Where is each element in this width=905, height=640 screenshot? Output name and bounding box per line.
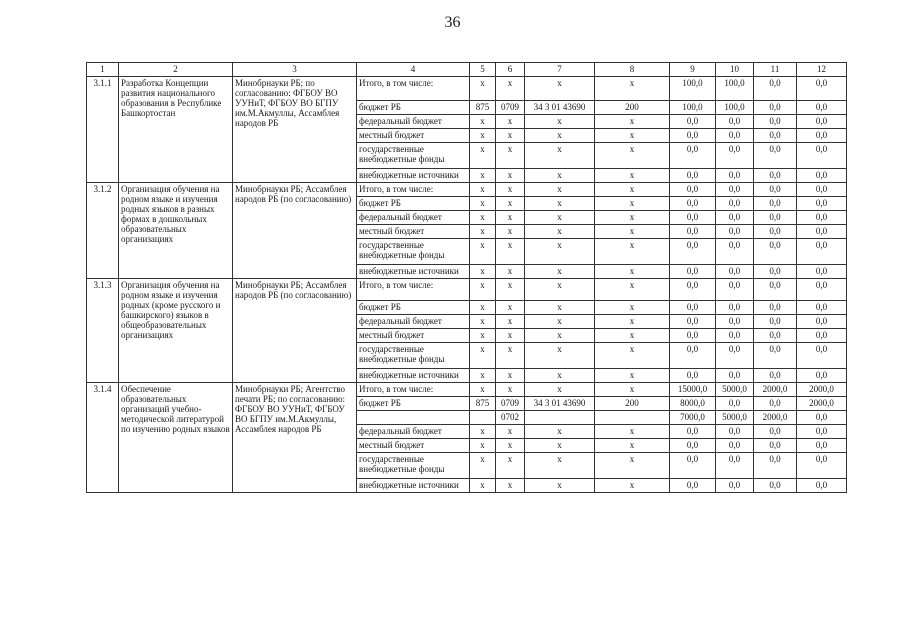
value-cell: x bbox=[470, 329, 496, 343]
value-cell: x bbox=[595, 279, 670, 301]
value-cell: x bbox=[470, 453, 496, 479]
value-cell: 0,0 bbox=[670, 225, 716, 239]
value-cell: 2000,0 bbox=[754, 383, 797, 397]
header-cell: 12 bbox=[797, 63, 847, 77]
value-cell: 34 3 01 43690 bbox=[525, 101, 595, 115]
section-id-cell: 3.1.1 bbox=[87, 77, 119, 183]
value-cell: x bbox=[595, 369, 670, 383]
value-cell: x bbox=[470, 115, 496, 129]
value-cell: x bbox=[496, 439, 525, 453]
value-cell: 0,0 bbox=[716, 315, 754, 329]
value-cell: x bbox=[525, 197, 595, 211]
value-cell: 0,0 bbox=[670, 169, 716, 183]
value-cell: x bbox=[595, 77, 670, 101]
value-cell: 0,0 bbox=[754, 439, 797, 453]
funding-source-cell: Итого, в том числе: bbox=[357, 383, 470, 397]
value-cell: 0,0 bbox=[797, 265, 847, 279]
page-number: 36 bbox=[444, 14, 461, 31]
value-cell: x bbox=[595, 315, 670, 329]
value-cell: x bbox=[525, 479, 595, 493]
funding-source-cell: местный бюджет bbox=[357, 439, 470, 453]
value-cell: 200 bbox=[595, 101, 670, 115]
value-cell: x bbox=[595, 425, 670, 439]
value-cell: x bbox=[595, 169, 670, 183]
funding-source-cell: Итого, в том числе: bbox=[357, 279, 470, 301]
funding-source-cell: внебюджетные источники bbox=[357, 169, 470, 183]
value-cell: x bbox=[470, 301, 496, 315]
section-executor-cell: Минобрнауки РБ; по согласованию: ФГБОУ ВО УУНиТ, ФГБОУ ВО БГПУ им.М.Акмуллы, Ассамблея народов РБ bbox=[233, 77, 357, 183]
funding-source-cell: местный бюджет bbox=[357, 329, 470, 343]
funding-source-cell: государственные внебюджетные фонды bbox=[357, 239, 470, 265]
value-cell: x bbox=[470, 343, 496, 369]
value-cell: 7000,0 bbox=[670, 411, 716, 425]
value-cell: x bbox=[595, 329, 670, 343]
value-cell: x bbox=[496, 115, 525, 129]
value-cell: x bbox=[595, 343, 670, 369]
value-cell: x bbox=[496, 197, 525, 211]
value-cell: x bbox=[470, 439, 496, 453]
funding-source-cell: бюджет РБ bbox=[357, 301, 470, 315]
funding-source-cell: федеральный бюджет bbox=[357, 115, 470, 129]
value-cell: 0,0 bbox=[754, 479, 797, 493]
value-cell: 875 bbox=[470, 397, 496, 411]
value-cell: x bbox=[525, 279, 595, 301]
value-cell: 0,0 bbox=[670, 197, 716, 211]
section-executor-cell: Минобрнауки РБ; Ассамблея народов РБ (по согласованию) bbox=[233, 183, 357, 279]
value-cell: x bbox=[595, 383, 670, 397]
value-cell: 0,0 bbox=[754, 343, 797, 369]
value-cell: x bbox=[470, 77, 496, 101]
value-cell: 0,0 bbox=[670, 439, 716, 453]
section-id-cell: 3.1.2 bbox=[87, 183, 119, 279]
value-cell: x bbox=[470, 225, 496, 239]
value-cell: 0,0 bbox=[797, 115, 847, 129]
value-cell bbox=[525, 411, 595, 425]
value-cell: 0,0 bbox=[754, 397, 797, 411]
value-cell: 0,0 bbox=[797, 129, 847, 143]
value-cell: 0,0 bbox=[754, 101, 797, 115]
value-cell: 0,0 bbox=[797, 225, 847, 239]
value-cell: x bbox=[470, 197, 496, 211]
value-cell: 875 bbox=[470, 101, 496, 115]
value-cell: 0,0 bbox=[797, 369, 847, 383]
value-cell: 0,0 bbox=[716, 239, 754, 265]
value-cell: 0,0 bbox=[754, 169, 797, 183]
header-cell: 3 bbox=[233, 63, 357, 77]
table-row bbox=[87, 279, 847, 301]
value-cell: 2000,0 bbox=[797, 383, 847, 397]
value-cell: 0,0 bbox=[754, 425, 797, 439]
value-cell: 0,0 bbox=[670, 279, 716, 301]
value-cell: x bbox=[525, 211, 595, 225]
funding-source-cell: государственные внебюджетные фонды bbox=[357, 143, 470, 169]
value-cell: x bbox=[595, 197, 670, 211]
value-cell: x bbox=[470, 383, 496, 397]
value-cell: 0,0 bbox=[797, 143, 847, 169]
value-cell: x bbox=[525, 77, 595, 101]
section-id-cell: 3.1.4 bbox=[87, 383, 119, 493]
value-cell: 0,0 bbox=[670, 143, 716, 169]
value-cell: 0,0 bbox=[670, 479, 716, 493]
value-cell: 0,0 bbox=[754, 143, 797, 169]
value-cell: 0,0 bbox=[716, 225, 754, 239]
value-cell: 0,0 bbox=[716, 439, 754, 453]
funding-source-cell: местный бюджет bbox=[357, 225, 470, 239]
value-cell: 0,0 bbox=[754, 265, 797, 279]
value-cell: 0,0 bbox=[797, 425, 847, 439]
header-cell: 8 bbox=[595, 63, 670, 77]
value-cell: x bbox=[525, 169, 595, 183]
value-cell: x bbox=[496, 169, 525, 183]
value-cell: 0,0 bbox=[716, 329, 754, 343]
value-cell: 0,0 bbox=[797, 77, 847, 101]
value-cell: x bbox=[470, 211, 496, 225]
value-cell: x bbox=[496, 143, 525, 169]
value-cell: x bbox=[525, 369, 595, 383]
value-cell: 0,0 bbox=[670, 315, 716, 329]
value-cell: 100,0 bbox=[670, 101, 716, 115]
value-cell: 0,0 bbox=[716, 425, 754, 439]
value-cell: x bbox=[470, 265, 496, 279]
funding-source-cell: местный бюджет bbox=[357, 129, 470, 143]
value-cell: 100,0 bbox=[716, 77, 754, 101]
value-cell: 0,0 bbox=[670, 453, 716, 479]
value-cell: 2000,0 bbox=[754, 411, 797, 425]
value-cell: 0,0 bbox=[716, 183, 754, 197]
funding-source-cell: бюджет РБ bbox=[357, 197, 470, 211]
value-cell: x bbox=[595, 225, 670, 239]
value-cell: 0,0 bbox=[716, 265, 754, 279]
value-cell: 0,0 bbox=[754, 129, 797, 143]
value-cell: 0,0 bbox=[716, 115, 754, 129]
value-cell: 0,0 bbox=[754, 453, 797, 479]
value-cell: x bbox=[525, 183, 595, 197]
value-cell: 0,0 bbox=[754, 279, 797, 301]
value-cell: 0,0 bbox=[670, 183, 716, 197]
value-cell: x bbox=[595, 301, 670, 315]
value-cell: x bbox=[496, 211, 525, 225]
value-cell: 0,0 bbox=[754, 369, 797, 383]
value-cell: 0,0 bbox=[797, 479, 847, 493]
value-cell: 0,0 bbox=[670, 369, 716, 383]
value-cell: 0,0 bbox=[754, 315, 797, 329]
table-row bbox=[87, 77, 847, 101]
value-cell: x bbox=[496, 77, 525, 101]
funding-source-cell: бюджет РБ bbox=[357, 397, 470, 411]
value-cell: x bbox=[525, 301, 595, 315]
value-cell: 200 bbox=[595, 397, 670, 411]
value-cell: 0,0 bbox=[670, 211, 716, 225]
value-cell: x bbox=[470, 183, 496, 197]
value-cell: 100,0 bbox=[670, 77, 716, 101]
value-cell: x bbox=[470, 425, 496, 439]
value-cell: x bbox=[595, 239, 670, 265]
value-cell: 8000,0 bbox=[670, 397, 716, 411]
value-cell: x bbox=[496, 279, 525, 301]
value-cell: 0,0 bbox=[754, 329, 797, 343]
value-cell: x bbox=[525, 129, 595, 143]
value-cell: 5000,0 bbox=[716, 411, 754, 425]
value-cell: x bbox=[595, 183, 670, 197]
value-cell: 0,0 bbox=[716, 211, 754, 225]
value-cell: 0,0 bbox=[716, 479, 754, 493]
value-cell: x bbox=[496, 301, 525, 315]
value-cell: x bbox=[525, 343, 595, 369]
value-cell: 5000,0 bbox=[716, 383, 754, 397]
section-name-cell: Разработка Концепции развития национального образования в Республике Башкортостан bbox=[119, 77, 233, 183]
budget-table bbox=[86, 62, 847, 493]
funding-source-cell: государственные внебюджетные фонды bbox=[357, 453, 470, 479]
value-cell: 0,0 bbox=[716, 197, 754, 211]
header-cell: 2 bbox=[119, 63, 233, 77]
value-cell: x bbox=[525, 265, 595, 279]
funding-source-cell: федеральный бюджет bbox=[357, 315, 470, 329]
value-cell: x bbox=[470, 239, 496, 265]
value-cell: 0702 bbox=[496, 411, 525, 425]
value-cell: x bbox=[470, 143, 496, 169]
value-cell: x bbox=[496, 315, 525, 329]
value-cell: 2000,0 bbox=[797, 397, 847, 411]
header-cell: 9 bbox=[670, 63, 716, 77]
header-cell: 10 bbox=[716, 63, 754, 77]
value-cell: 0,0 bbox=[716, 129, 754, 143]
value-cell: x bbox=[470, 479, 496, 493]
value-cell: 0,0 bbox=[797, 279, 847, 301]
funding-source-cell: бюджет РБ bbox=[357, 101, 470, 115]
value-cell: 0,0 bbox=[670, 425, 716, 439]
value-cell: 0,0 bbox=[754, 301, 797, 315]
table-row bbox=[87, 383, 847, 397]
value-cell: x bbox=[595, 211, 670, 225]
header-row bbox=[87, 63, 847, 77]
value-cell: x bbox=[525, 315, 595, 329]
value-cell: 0,0 bbox=[716, 279, 754, 301]
value-cell: x bbox=[496, 129, 525, 143]
value-cell: x bbox=[595, 439, 670, 453]
value-cell: 0,0 bbox=[670, 129, 716, 143]
value-cell: 0,0 bbox=[797, 411, 847, 425]
funding-source-cell: федеральный бюджет bbox=[357, 211, 470, 225]
value-cell: 0,0 bbox=[754, 211, 797, 225]
value-cell bbox=[595, 411, 670, 425]
value-cell: 0,0 bbox=[754, 225, 797, 239]
value-cell: x bbox=[525, 453, 595, 479]
section-executor-cell: Минобрнауки РБ; Агентство печати РБ; по согласованию: ФГБОУ ВО УУНиТ, ФГБОУ ВО БГПУ им.М.Акмуллы, Ассамблея народов РБ bbox=[233, 383, 357, 493]
value-cell: x bbox=[525, 439, 595, 453]
value-cell: x bbox=[496, 425, 525, 439]
value-cell: 0,0 bbox=[797, 197, 847, 211]
header-cell: 11 bbox=[754, 63, 797, 77]
value-cell: 0,0 bbox=[754, 115, 797, 129]
funding-source-cell: Итого, в том числе: bbox=[357, 77, 470, 101]
value-cell: x bbox=[470, 369, 496, 383]
section-name-cell: Организация обучения на родном языке и изучения родных языков в разных формах в дошкольных образовательных организациях bbox=[119, 183, 233, 279]
value-cell: 0,0 bbox=[716, 169, 754, 183]
value-cell: x bbox=[496, 183, 525, 197]
funding-source-cell: внебюджетные источники bbox=[357, 369, 470, 383]
funding-source-cell: федеральный бюджет bbox=[357, 425, 470, 439]
value-cell: x bbox=[496, 239, 525, 265]
value-cell: 0,0 bbox=[797, 169, 847, 183]
value-cell: x bbox=[595, 265, 670, 279]
funding-source-cell: государственные внебюджетные фонды bbox=[357, 343, 470, 369]
value-cell: x bbox=[525, 329, 595, 343]
value-cell: x bbox=[525, 425, 595, 439]
value-cell: x bbox=[595, 143, 670, 169]
value-cell: 0709 bbox=[496, 101, 525, 115]
table-body bbox=[87, 63, 847, 493]
header-cell: 5 bbox=[470, 63, 496, 77]
value-cell: 0,0 bbox=[670, 265, 716, 279]
value-cell: 0,0 bbox=[797, 453, 847, 479]
value-cell: 0,0 bbox=[797, 329, 847, 343]
funding-source-cell bbox=[357, 411, 470, 425]
value-cell: x bbox=[595, 115, 670, 129]
table-row bbox=[87, 183, 847, 197]
value-cell: 0,0 bbox=[797, 239, 847, 265]
value-cell: x bbox=[496, 225, 525, 239]
value-cell: x bbox=[525, 143, 595, 169]
value-cell bbox=[470, 411, 496, 425]
section-id-cell: 3.1.3 bbox=[87, 279, 119, 383]
value-cell: 0,0 bbox=[754, 183, 797, 197]
value-cell: 0,0 bbox=[754, 239, 797, 265]
value-cell: x bbox=[496, 479, 525, 493]
value-cell: x bbox=[595, 453, 670, 479]
value-cell: 15000,0 bbox=[670, 383, 716, 397]
value-cell: x bbox=[595, 129, 670, 143]
value-cell: 34 3 01 43690 bbox=[525, 397, 595, 411]
value-cell: 0,0 bbox=[670, 301, 716, 315]
value-cell: x bbox=[496, 329, 525, 343]
funding-source-cell: внебюджетные источники bbox=[357, 479, 470, 493]
value-cell: x bbox=[470, 279, 496, 301]
value-cell: x bbox=[496, 453, 525, 479]
value-cell: 100,0 bbox=[716, 101, 754, 115]
header-cell: 7 bbox=[525, 63, 595, 77]
value-cell: 0,0 bbox=[670, 115, 716, 129]
section-executor-cell: Минобрнауки РБ; Ассамблея народов РБ (по согласованию) bbox=[233, 279, 357, 383]
value-cell: 0,0 bbox=[670, 329, 716, 343]
value-cell: 0,0 bbox=[716, 397, 754, 411]
value-cell: 0,0 bbox=[716, 343, 754, 369]
funding-source-cell: внебюджетные источники bbox=[357, 265, 470, 279]
value-cell: x bbox=[525, 115, 595, 129]
section-name-cell: Обеспечение образовательных организаций учебно-методической литературой по изучению родных языков bbox=[119, 383, 233, 493]
value-cell: 0,0 bbox=[797, 211, 847, 225]
section-name-cell: Организация обучения на родном языке и изучения родных (кроме русского и башкирского) языков в общеобразовательных организациях bbox=[119, 279, 233, 383]
value-cell: x bbox=[496, 383, 525, 397]
value-cell: 0,0 bbox=[797, 301, 847, 315]
value-cell: 0,0 bbox=[716, 143, 754, 169]
value-cell: 0,0 bbox=[716, 301, 754, 315]
value-cell: 0,0 bbox=[716, 453, 754, 479]
value-cell: x bbox=[470, 169, 496, 183]
value-cell: x bbox=[525, 239, 595, 265]
value-cell: x bbox=[496, 343, 525, 369]
header-cell: 4 bbox=[357, 63, 470, 77]
value-cell: x bbox=[470, 315, 496, 329]
value-cell: 0709 bbox=[496, 397, 525, 411]
header-cell: 6 bbox=[496, 63, 525, 77]
value-cell: x bbox=[496, 369, 525, 383]
value-cell: 0,0 bbox=[797, 101, 847, 115]
value-cell: 0,0 bbox=[754, 197, 797, 211]
value-cell: x bbox=[525, 225, 595, 239]
value-cell: 0,0 bbox=[754, 77, 797, 101]
value-cell: 0,0 bbox=[797, 183, 847, 197]
value-cell: x bbox=[525, 383, 595, 397]
value-cell: 0,0 bbox=[797, 343, 847, 369]
value-cell: 0,0 bbox=[716, 369, 754, 383]
value-cell: 0,0 bbox=[797, 315, 847, 329]
funding-source-cell: Итого, в том числе: bbox=[357, 183, 470, 197]
value-cell: x bbox=[496, 265, 525, 279]
value-cell: x bbox=[595, 479, 670, 493]
value-cell: 0,0 bbox=[670, 343, 716, 369]
value-cell: 0,0 bbox=[797, 439, 847, 453]
value-cell: 0,0 bbox=[670, 239, 716, 265]
value-cell: x bbox=[470, 129, 496, 143]
header-cell: 1 bbox=[87, 63, 119, 77]
